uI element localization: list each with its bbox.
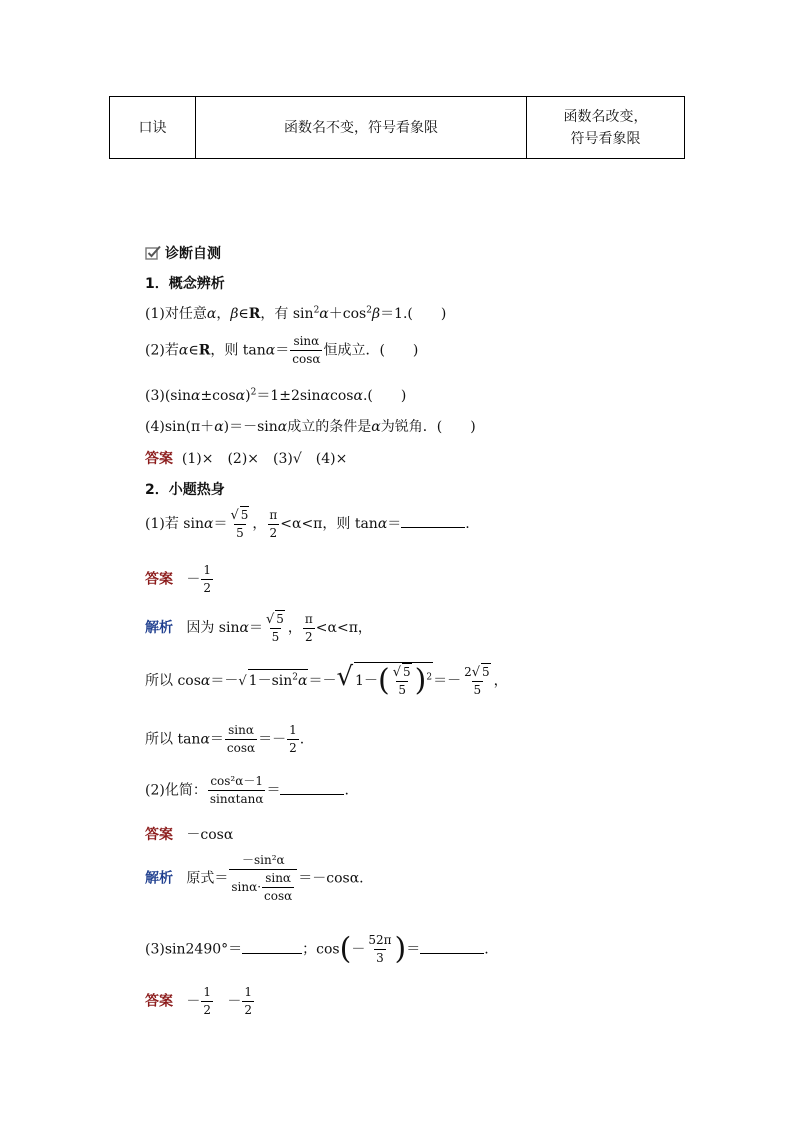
text: sinα xyxy=(293,334,320,348)
text: ＝－ xyxy=(210,673,239,689)
text: 5 xyxy=(276,612,284,626)
radical-icon: √ xyxy=(336,662,354,692)
text: 5 xyxy=(236,526,244,540)
analysis-label: 解析 xyxy=(145,870,173,887)
fraction-num xyxy=(391,663,414,681)
q2-p1-question xyxy=(145,506,470,542)
text: － xyxy=(186,571,201,588)
text: α xyxy=(320,388,331,404)
text: ±cos xyxy=(200,388,236,404)
fraction xyxy=(366,932,393,967)
text: 1 xyxy=(203,563,211,577)
text: 为锐角．( ) xyxy=(380,419,476,435)
text: 恒成立．( ) xyxy=(323,342,419,359)
text: (1)若 sin xyxy=(145,516,204,532)
q2-p1-analysis-1 xyxy=(145,610,372,646)
text: 因为 sin xyxy=(186,620,240,636)
text: 成立的条件是 xyxy=(287,419,372,435)
q1-item-1 xyxy=(145,303,446,323)
text: 1－sin xyxy=(248,673,293,689)
text: β xyxy=(371,306,381,322)
text: ＝ xyxy=(275,342,290,359)
text: α xyxy=(353,388,363,404)
fraction xyxy=(462,663,493,699)
text: 1 xyxy=(203,985,211,999)
q1-item-2 xyxy=(145,333,418,368)
q1-heading: 1．概念辨析 xyxy=(145,276,225,292)
fraction-num xyxy=(264,610,287,628)
text: － xyxy=(186,993,201,1010)
text: ，有 sin xyxy=(260,306,314,322)
q2-p2-analysis xyxy=(145,852,364,905)
table-middle-text: 函数名不变，符号看象限 xyxy=(284,119,438,136)
text: α xyxy=(265,342,276,359)
text: ＝－ xyxy=(308,673,337,689)
radical-icon: √ xyxy=(230,508,239,523)
section-title-text: 诊断自测 xyxy=(165,246,221,262)
text: (3)(sin xyxy=(145,388,191,404)
text: 5 xyxy=(473,683,482,697)
radical-body xyxy=(248,669,309,690)
text: ， xyxy=(216,306,231,322)
q2-p3-answer xyxy=(145,984,255,1019)
text: ∈ xyxy=(238,306,249,322)
text: sinα xyxy=(228,723,254,737)
table-cell-middle xyxy=(196,97,527,159)
radical-icon: √ xyxy=(471,665,481,680)
table-cell-right xyxy=(527,97,685,159)
text: <α<π， xyxy=(315,620,372,636)
q2-p3-question xyxy=(145,932,489,967)
text: α xyxy=(277,419,288,435)
fraction xyxy=(228,506,251,542)
fraction xyxy=(208,773,266,808)
text: 2 xyxy=(289,741,297,755)
section-title xyxy=(145,243,221,263)
text: ＋cos xyxy=(328,306,367,322)
text: ＝1.( ) xyxy=(380,306,447,322)
q2-p1-analysis-2 xyxy=(145,662,508,699)
text: －sin²α xyxy=(241,853,285,867)
text: ＝ xyxy=(406,941,421,958)
text: R xyxy=(248,306,261,322)
text: 1 xyxy=(289,723,297,737)
text: α xyxy=(206,306,217,322)
text: ＝－cosα. xyxy=(298,870,364,887)
text: ∈ xyxy=(188,342,199,359)
text: ， xyxy=(287,620,302,636)
text: . xyxy=(344,782,349,799)
q1-answer xyxy=(145,448,347,468)
text: 5 xyxy=(402,665,411,679)
text: ， xyxy=(252,516,267,532)
text: .( ) xyxy=(362,388,407,404)
text: (2)若 xyxy=(145,342,179,359)
text: 2 xyxy=(203,1003,211,1017)
text: ) xyxy=(245,388,251,404)
text: 所以 tan xyxy=(145,731,201,748)
text: α xyxy=(178,342,189,359)
text: 2 xyxy=(366,305,372,316)
text: cos²α－1 xyxy=(210,774,263,788)
text: cos xyxy=(330,388,354,404)
fraction xyxy=(391,663,414,699)
radical-icon: √ xyxy=(238,674,247,689)
answer-label: 答案 xyxy=(145,571,173,588)
text: 3 xyxy=(376,951,384,965)
text: ＝ xyxy=(248,620,263,636)
text: R xyxy=(198,342,211,359)
fraction xyxy=(290,333,322,368)
text: (4)sin(π＋ xyxy=(145,419,215,435)
answer-text: －cosα xyxy=(186,827,234,843)
text: sinα· xyxy=(231,880,262,894)
text: )＝－sin xyxy=(223,419,278,435)
text: π xyxy=(269,507,278,522)
text: 2 xyxy=(269,525,278,540)
checkbox-check-icon xyxy=(145,245,161,260)
answer-text: (1)× (2)× (3)√ (4)× xyxy=(181,451,348,467)
q1-item-4 xyxy=(145,416,476,436)
text: . xyxy=(465,516,470,532)
table-label-text: 口诀 xyxy=(138,119,167,136)
text: . xyxy=(484,941,489,958)
text: α xyxy=(214,419,224,435)
answer-label: 答案 xyxy=(145,827,173,843)
text: － xyxy=(227,993,242,1010)
text: α xyxy=(190,388,201,404)
text: 5 xyxy=(271,630,280,644)
text: 所以 cos xyxy=(145,673,201,689)
text: ；cos xyxy=(302,941,340,958)
paren-icon: ( xyxy=(377,663,390,698)
text: ＝ xyxy=(387,516,402,532)
paren-icon: ) xyxy=(394,931,407,967)
fraction xyxy=(303,611,315,646)
fraction xyxy=(201,562,213,597)
answer-label: 答案 xyxy=(145,451,173,467)
fraction xyxy=(201,984,213,1019)
text: ， xyxy=(493,673,508,689)
text: α xyxy=(298,673,308,689)
text: α xyxy=(239,620,249,636)
text: 2 xyxy=(203,581,211,595)
q2-p2-question xyxy=(145,773,349,808)
text: cosα xyxy=(292,352,321,366)
fraction xyxy=(267,507,279,542)
text: α xyxy=(203,516,214,532)
text: － xyxy=(351,941,366,958)
text: ＝ xyxy=(209,731,224,748)
answer-blank[interactable] xyxy=(401,513,465,528)
answer-label: 答案 xyxy=(145,993,173,1010)
text: (2)化简： xyxy=(145,782,207,799)
text: sinαtanα xyxy=(209,792,264,806)
text: 2 xyxy=(250,387,257,398)
text: α xyxy=(200,731,210,748)
table-cell-label xyxy=(110,97,196,159)
text: β xyxy=(230,306,239,322)
mnemonic-table xyxy=(109,96,685,159)
text: ＝1±2sin xyxy=(256,388,321,404)
fraction xyxy=(225,722,257,757)
table-right-line2: 符号看象限 xyxy=(570,130,641,147)
analysis-label: 解析 xyxy=(145,620,173,636)
paren-icon: ) xyxy=(414,663,427,698)
text: (3)sin2490°＝ xyxy=(145,941,243,958)
text: sinα xyxy=(265,871,292,885)
radical-icon: √ xyxy=(265,612,275,627)
fraction xyxy=(264,610,287,646)
text: ＝－ xyxy=(433,673,462,689)
table-right-line1: 函数名改变， xyxy=(563,108,648,125)
text: 2 xyxy=(464,665,472,679)
text: π xyxy=(304,611,313,626)
text: 1－ xyxy=(355,673,378,689)
q2-p1-analysis-3 xyxy=(145,722,304,757)
text: 2 xyxy=(305,629,313,644)
text: cosα xyxy=(264,889,293,903)
fraction xyxy=(229,852,297,905)
fraction xyxy=(242,984,254,1019)
answer-blank[interactable] xyxy=(280,780,344,795)
fraction-den xyxy=(229,869,297,905)
paren-icon: ( xyxy=(339,931,352,967)
text: 1 xyxy=(244,985,252,999)
radical-icon: √ xyxy=(392,665,401,680)
q2-p2-answer xyxy=(145,824,233,844)
text: ＝ xyxy=(213,516,228,532)
fraction xyxy=(262,870,294,905)
fraction-num xyxy=(228,506,251,524)
text: cosα xyxy=(226,741,256,755)
text: α xyxy=(200,673,211,689)
text: α xyxy=(377,516,388,532)
text: . xyxy=(299,731,305,748)
text: α xyxy=(235,388,246,404)
q2-heading: 2．小题热身 xyxy=(145,482,225,498)
text: 2 xyxy=(313,305,320,316)
fraction-num xyxy=(462,663,493,681)
text: <α<π，则 tan xyxy=(280,516,378,532)
radical-body xyxy=(354,662,433,699)
q1-item-3 xyxy=(145,385,406,405)
text: ，则 tan xyxy=(210,342,266,359)
text: 5 xyxy=(398,683,406,697)
text: 原式＝ xyxy=(186,870,229,887)
text: ＝ xyxy=(266,782,281,799)
text: 2 xyxy=(244,1003,252,1017)
text: 5 xyxy=(482,665,490,679)
q2-p1-answer xyxy=(145,562,214,597)
text: ＝－ xyxy=(258,731,287,748)
text: α xyxy=(319,306,329,322)
answer-blank[interactable] xyxy=(420,939,484,954)
fraction xyxy=(287,722,299,757)
text: (1)对任意 xyxy=(145,306,207,322)
answer-blank[interactable] xyxy=(242,939,302,954)
text: 5 xyxy=(240,508,249,522)
text: 52π xyxy=(368,933,392,947)
text: α xyxy=(371,419,381,435)
text: 2 xyxy=(426,672,433,683)
text: 2 xyxy=(292,672,298,683)
